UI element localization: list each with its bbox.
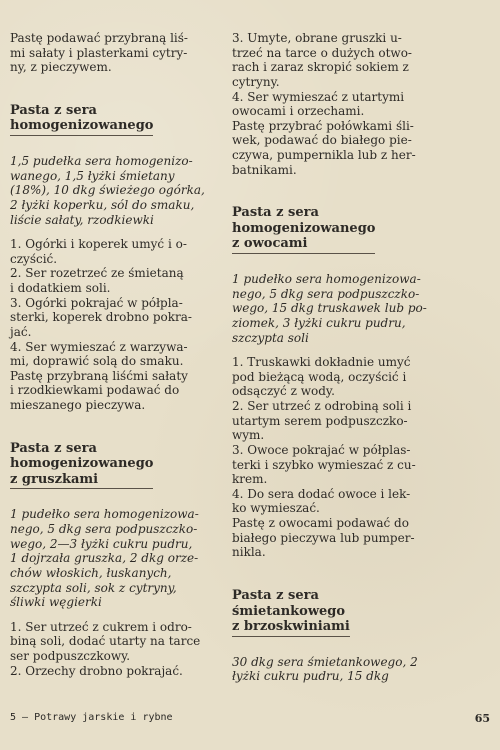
recipe-homogenized-cheese-paste (10, 103, 230, 413)
recipe-heading: Pasta z sera homogenizowanego (10, 103, 153, 136)
recipe-step: 1. Ogórki i koperek umyć i o- czyścić. (10, 237, 187, 266)
recipe-heading: Pasta z sera homogenizowanego z gruszkami (10, 441, 153, 490)
recipe-step: 4. Ser wymieszać z utartymi owocami i orzechami. Pastę przybrać połówkami śli- wek, podawać do białego pie- czywa, pumpernikla lub z her- batnikami. (232, 89, 416, 177)
recipe-step: 2. Ser rozetrzeć ze śmietaną i dodatkiem soli. (10, 266, 184, 296)
intro-text: Pastę podawać przybraną liś- mi sałaty i plasterkami cytry- ny, z pieczywem. (10, 31, 188, 75)
left-column (10, 31, 230, 678)
recipe-step: 1. Ser utrzeć z cukrem i odro- biną soli, dodać utarty na tarce ser podpuszczkowy. (10, 619, 201, 664)
recipe-step: 3. Ogórki pokrajać w półpla- sterki, koperek drobno pokra- jać. (10, 295, 192, 339)
recipe-step: 4. Ser wymieszać z warzywa- mi, doprawić solą do smaku. Pastę przybraną liśćmi sałaty i rzodkiewkami podawać do mieszanego pieczywa. (10, 339, 188, 413)
right-column (232, 31, 452, 684)
recipe-homogenized-cheese-paste-with-pears (10, 441, 230, 679)
ingredients-text: 30 dkg sera śmietankowego, 2 łyżki cukru pudru, 15 dkg (232, 654, 418, 684)
recipe-step: 4. Do sera dodać owoce i lek- ko wymieszać. Pastę z owocami podawać do białego pieczywa lub pumper- nikla. (232, 486, 415, 560)
recipe-steps (232, 355, 452, 560)
recipe-steps (10, 620, 230, 679)
page-number: 65 (474, 712, 490, 725)
recipe-step: 2. Ser utrzeć z odrobiną soli i utartym serem podpuszczko- wym. (232, 399, 412, 443)
recipe-heading: Pasta z sera homogenizowanego z owocami (232, 205, 375, 254)
ingredients-text: 1,5 pudełka sera homogenizo- wanego, 1,5 łyżki śmietany (18%), 10 dkg świeżego ogórka, 2 łyżki koperku, sól do smaku, liście sałaty, rzodkiewki (10, 154, 205, 227)
ingredients-text: 1 pudełko sera homogenizowa- nego, 5 dkg sera podpuszczko- wego, 15 dkg truskawek lub po- ziomek, 3 łyżki cukru pudru, szczypta soli (232, 272, 427, 345)
ingredients-text: 1 pudełko sera homogenizowa- nego, 5 dkg sera podpuszczko- wego, 2—3 łyżki cukru pudru, 1 dojrzała gruszka, 2 dkg orze- chów włoskich, łuskanych, szczypta soli, sok z cytryny, śliwki węgierki (10, 507, 199, 610)
recipe-steps (10, 237, 230, 413)
recipe-homogenized-cheese-paste-with-fruits (232, 205, 452, 560)
recipe-cream-cheese-paste-with-peaches (232, 588, 452, 684)
recipe-step: 3. Umyte, obrane gruszki u- trzeć na tarce o dużych otwo- rach i zaraz skropić sokiem z cytryny. (232, 31, 412, 89)
recipe-heading: Pasta z sera śmietankowego z brzoskwiniami (232, 588, 350, 637)
page-footer (10, 712, 490, 728)
continued-steps (232, 31, 452, 177)
footer-chapter-text: 5 — Potrawy jarskie i rybne (10, 712, 173, 723)
recipe-step: 1. Truskawki dokładnie umyć pod bieżącą wodą, oczyścić i odsączyć z wody. (232, 355, 411, 399)
recipe-step: 3. Owoce pokrajać w półplas- terki i szybko wymieszać z cu- krem. (232, 442, 416, 487)
recipe-step: 2. Orzechy drobno pokrajać. (10, 663, 183, 678)
